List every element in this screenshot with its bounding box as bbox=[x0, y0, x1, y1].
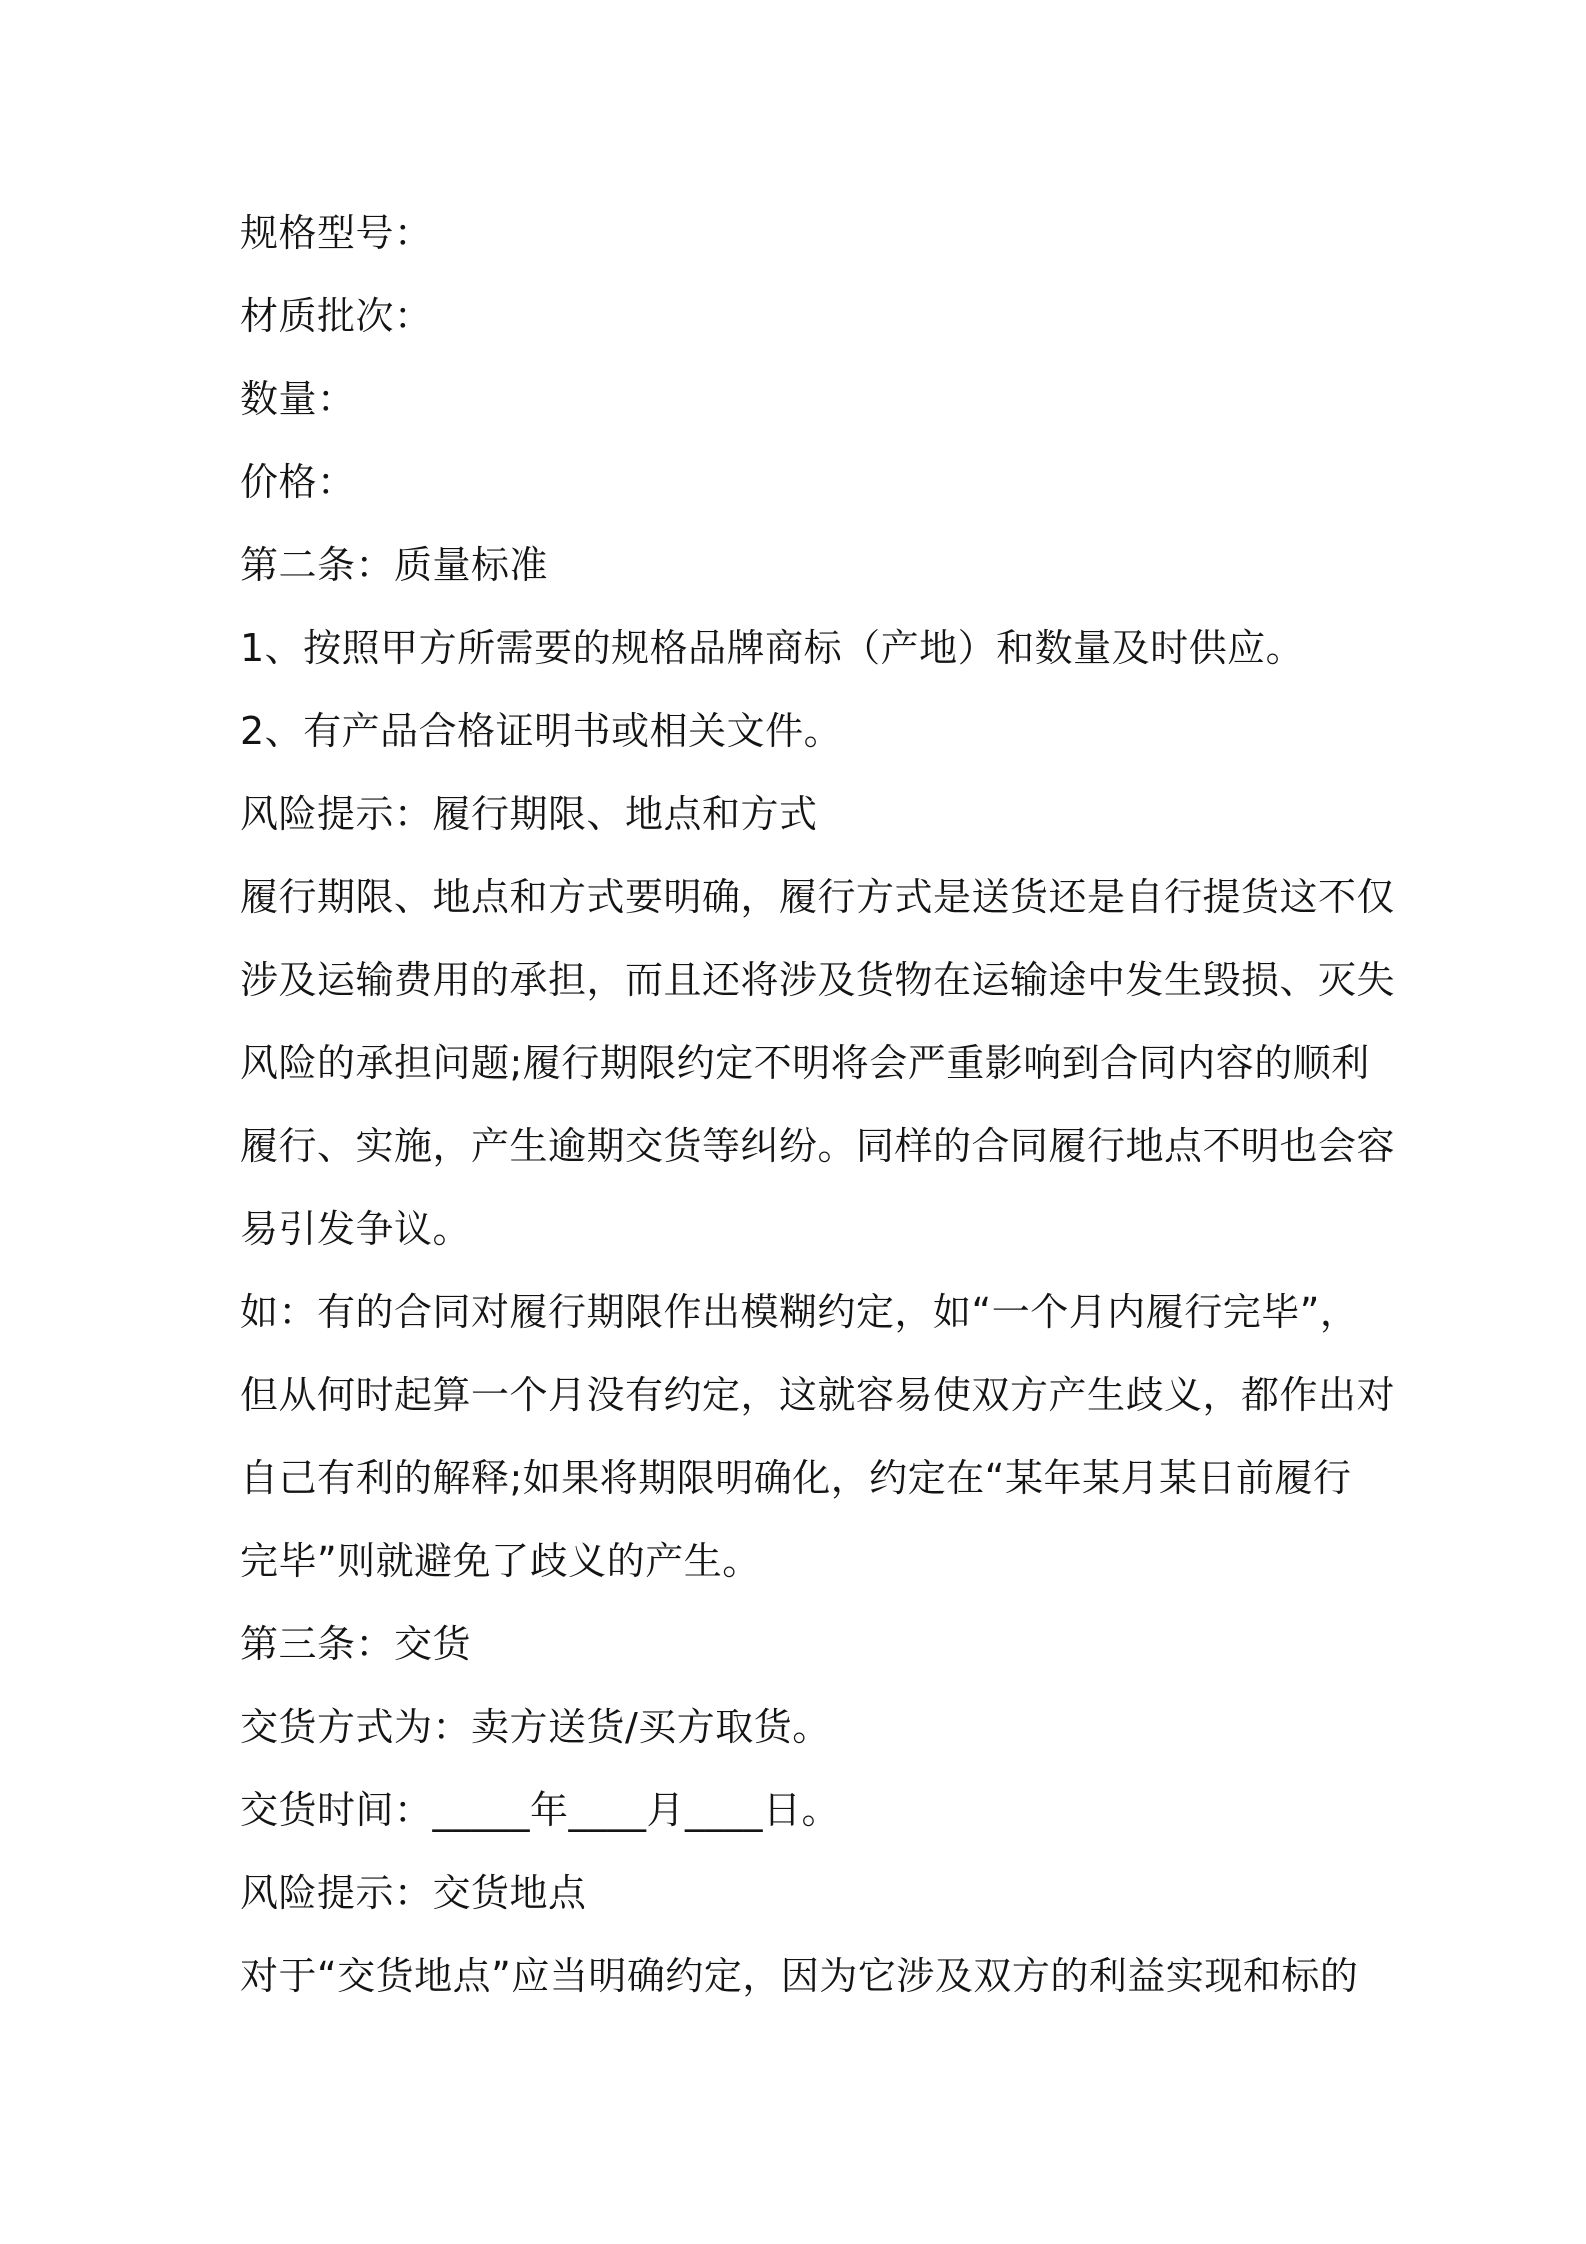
field-price: 价格： bbox=[240, 460, 356, 504]
example-line: 自己有利的解释;如果将期限明确化，约定在“某年某月某日前履行 bbox=[240, 1456, 1352, 1500]
delivery-method: 交货方式为：卖方送货/买方取货。 bbox=[240, 1705, 831, 1749]
article-2-item-2: 2、有产品合格证明书或相关文件。 bbox=[240, 709, 843, 753]
risk-heading-performance: 风险提示：履行期限、地点和方式 bbox=[240, 792, 818, 836]
paragraph-line: 风险的承担问题;履行期限约定不明将会严重影响到合同内容的顺利 bbox=[240, 1041, 1370, 1085]
paragraph-line: 涉及运输费用的承担，而且还将涉及货物在运输途中发生毁损、灭失 bbox=[240, 958, 1396, 1002]
risk-heading-delivery-place: 风险提示：交货地点 bbox=[240, 1871, 587, 1915]
document-body bbox=[240, 192, 1396, 2018]
example-line: 完毕”则就避免了歧义的产生。 bbox=[240, 1539, 761, 1583]
article-2-heading: 第二条：质量标准 bbox=[240, 543, 549, 587]
article-3-heading: 第三条：交货 bbox=[240, 1622, 472, 1666]
example-line: 如：有的合同对履行期限作出模糊约定，如“一个月内履行完毕”， bbox=[240, 1290, 1359, 1334]
field-quantity: 数量： bbox=[240, 377, 356, 421]
paragraph-line: 履行期限、地点和方式要明确，履行方式是送货还是自行提货这不仅 bbox=[240, 875, 1396, 919]
paragraph-line: 履行、实施，产生逾期交货等纠纷。同样的合同履行地点不明也会容 bbox=[240, 1124, 1396, 1168]
delivery-time: 交货时间：_____年____月____日。 bbox=[240, 1788, 841, 1832]
field-material-batch: 材质批次： bbox=[240, 294, 433, 338]
field-spec-model: 规格型号： bbox=[240, 211, 433, 255]
paragraph-line: 易引发争议。 bbox=[240, 1207, 472, 1251]
article-2-item-1: 1、按照甲方所需要的规格品牌商标（产地）和数量及时供应。 bbox=[240, 626, 1305, 670]
example-line: 但从何时起算一个月没有约定，这就容易使双方产生歧义，都作出对 bbox=[240, 1373, 1396, 1417]
paragraph-line: 对于“交货地点”应当明确约定，因为它涉及双方的利益实现和标的 bbox=[240, 1954, 1359, 1998]
